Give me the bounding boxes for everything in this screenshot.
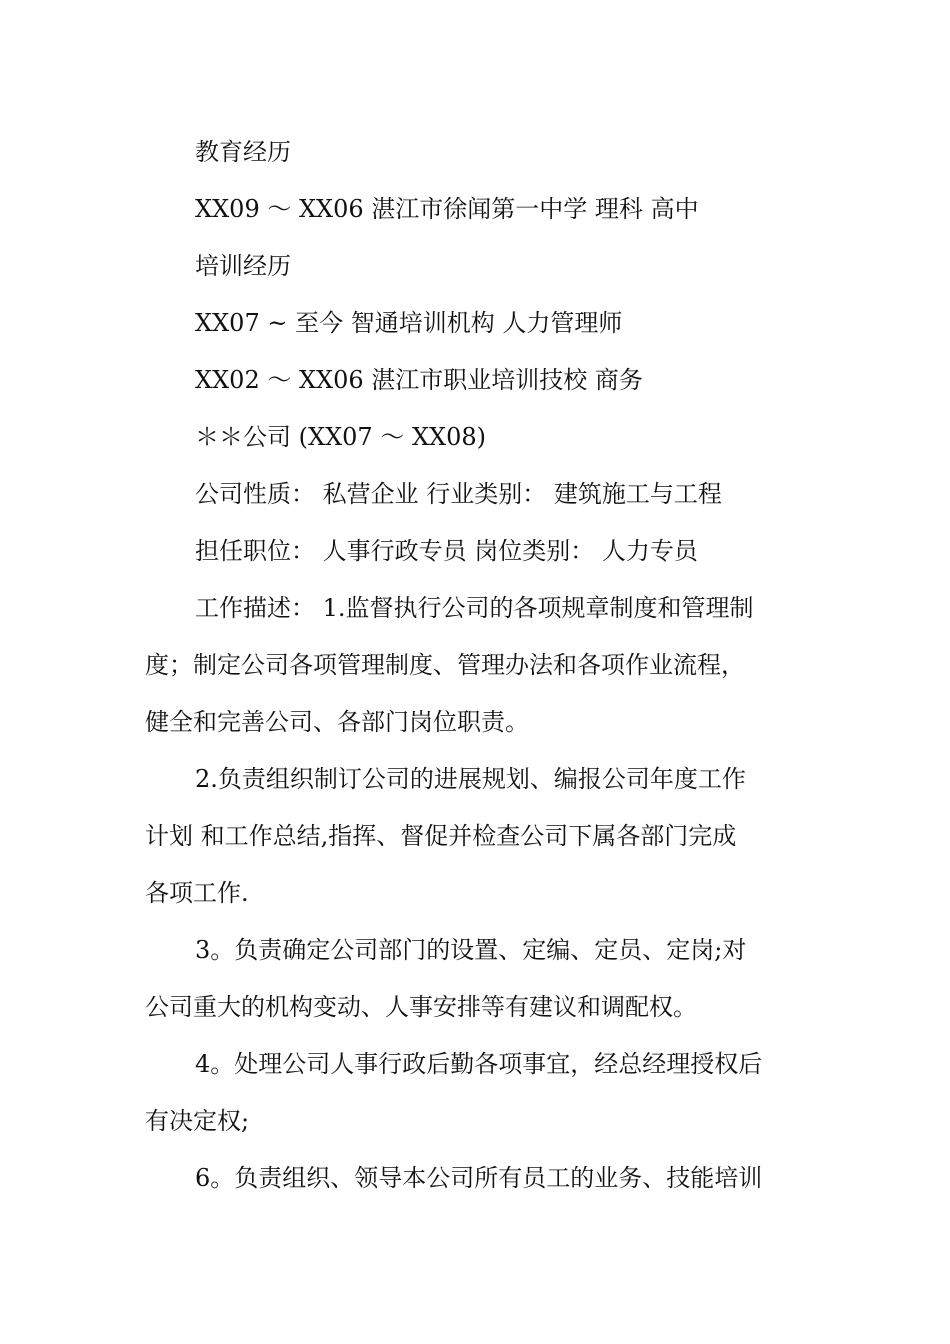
work-description-line-2: 度；制定公司各项管理制度、管理办法和各项作业流程， [145,651,745,679]
heading-training: 培训经历 [195,252,291,280]
duty-3-line-1: 3。负责确定公司部门的设置、定编、定员、定岗;对 [195,936,747,964]
duty-2-line-2: 计划 和工作总结,指挥、督促并检查公司下属各部门完成 [145,822,737,850]
duty-3-line-2: 公司重大的机构变动、人事安排等有建议和调配权。 [145,993,697,1021]
training-entry-1: XX07 ~ 至今 智通培训机构 人力管理师 [195,309,623,337]
company-title: ＊＊公司 (XX07 ～ XX08) [195,423,487,451]
duty-6-line-1: 6。负责组织、领导本公司所有员工的业务、技能培训 [195,1164,763,1192]
training-entry-2: XX02 ～ XX06 湛江市职业培训技校 商务 [195,366,643,394]
duty-4-line-1: 4。处理公司人事行政后勤各项事宜，经总经理授权后 [195,1050,763,1078]
position-line: 担任职位： 人事行政专员 岗位类别： 人力专员 [195,537,698,565]
duty-2-line-1: 2.负责组织制订公司的进展规划、编报公司年度工作 [195,765,746,793]
work-description-line-3: 健全和完善公司、各部门岗位职责。 [145,708,529,736]
work-description-line-1: 工作描述： 1.监督执行公司的各项规章制度和管理制 [195,594,754,622]
heading-education: 教育经历 [195,138,291,166]
education-entry: XX09 ～ XX06 湛江市徐闻第一中学 理科 高中 [195,195,699,223]
duty-4-line-2: 有决定权; [145,1107,250,1135]
company-nature-line: 公司性质： 私营企业 行业类别： 建筑施工与工程 [195,480,722,508]
duty-2-line-3: 各项工作. [145,879,249,907]
